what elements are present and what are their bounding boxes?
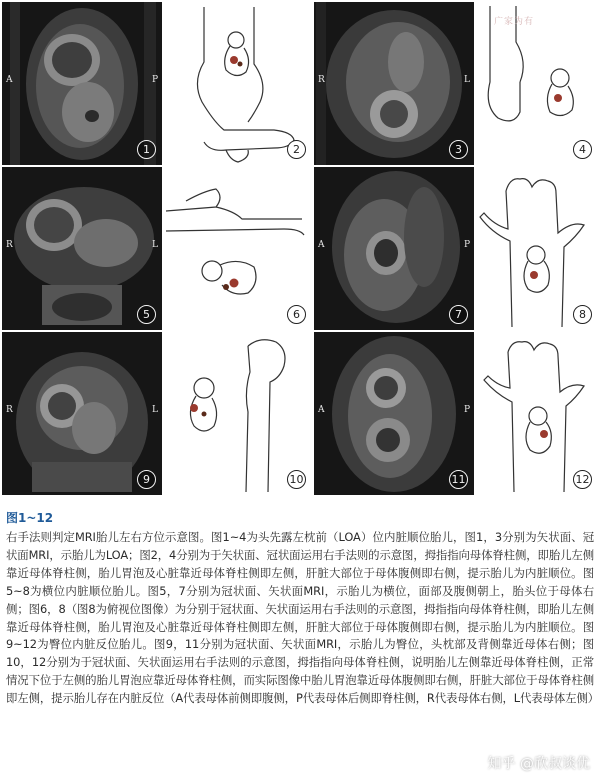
orient-left-3: R [318, 75, 325, 86]
orient-right-1: P [151, 75, 158, 86]
orient-left-1: A [6, 75, 13, 86]
orient-right-5: L [152, 240, 158, 251]
orient-right-3: L [464, 75, 470, 86]
orient-right-11: P [463, 405, 470, 416]
mri-image-7 [314, 167, 474, 330]
mri-image-9 [2, 332, 162, 495]
orient-right-7: P [463, 240, 470, 251]
drawing-panel-2 [164, 2, 312, 165]
drawing-panel-6 [164, 167, 312, 330]
stamp-text: 广家为有 [494, 17, 535, 27]
zhihu-watermark: 知乎 @欣叔谈优 [487, 756, 590, 772]
panel-number-3: 3 [449, 140, 468, 159]
panel-number-12: 12 [573, 470, 592, 489]
right-hand-illustration-10 [164, 332, 312, 495]
caption-title: 图1~12 [6, 511, 54, 525]
orient-left-5: R [6, 240, 13, 251]
panel-number-10: 10 [287, 470, 306, 489]
mri-image-3 [314, 2, 474, 165]
panel-number-4: 4 [573, 140, 592, 159]
right-hand-illustration-6 [164, 167, 312, 330]
orient-left-7: A [318, 240, 325, 251]
mri-panel-9 [2, 332, 162, 495]
right-hand-illustration-2 [164, 2, 312, 165]
mri-panel-3 [314, 2, 474, 165]
mri-panel-5 [2, 167, 162, 330]
mri-image-5 [2, 167, 162, 330]
mri-panel-1 [2, 2, 162, 165]
mri-image-11 [314, 332, 474, 495]
panel-number-11: 11 [449, 470, 468, 489]
drawing-panel-8 [476, 167, 598, 330]
drawing-panel-12 [476, 332, 598, 495]
mri-panel-7 [314, 167, 474, 330]
orient-left-11: A [318, 405, 325, 416]
mri-panel-11 [314, 332, 474, 495]
orient-right-9: L [152, 405, 158, 416]
orient-left-9: R [6, 405, 13, 416]
mri-image-1 [2, 2, 162, 165]
figure-caption [6, 509, 600, 708]
drawing-panel-10 [164, 332, 312, 495]
panel-number-5: 5 [137, 305, 156, 324]
panel-number-7: 7 [449, 305, 468, 324]
panel-number-8: 8 [573, 305, 592, 324]
panel-number-1: 1 [137, 140, 156, 159]
panel-number-2: 2 [287, 140, 306, 159]
drawing-panel-4 [476, 2, 598, 165]
panel-number-9: 9 [137, 470, 156, 489]
caption-body: 右手法则判定MRI胎儿左右方位示意图。图1~4为头先露左枕前（LOA）位内脏顺位胎儿，图1，3分别为矢状面、冠状面MRI，示胎儿为LOA；图2，4分别为于矢状面、冠状面运用右手法则的示意图，拇指指向母体脊柱侧，即胎儿左侧靠近母体脊柱侧，胎儿胃泡及心脏靠近母体脊柱侧即左侧，肝脏大部位于母体腹侧即右侧，提示胎儿为内脏顺位。图5~8为横位内脏顺位胎儿。图5，7分别为冠状面、矢状面MRI，示胎儿为横位，面部及腹侧朝上，胎头位于母体右侧；图6，8（图8为俯视位图像）为分别于冠状面、矢状面运用右手法则的示意图，拇指指向母体脊柱侧，即胎儿左侧靠近母体脊柱侧，胎儿胃泡及心脏靠近母体脊柱侧即左侧，肝脏大部位于母体腹侧即右侧，提示胎儿为内脏顺位。图9~12为臀位内脏反位胎儿。图9，11分别为冠状面、矢状面MRI，示胎儿为臀位，头枕部及背侧靠近母体右侧；图10，12分别为于冠状面、矢状面运用右手法则的示意图，拇指指向母体脊柱侧，说明胎儿左侧靠近母体脊柱侧，正常情况下位于左侧的胎儿胃泡应靠近母体脊柱侧，而实际图像中胎儿胃泡靠近母体腹侧即右侧，肝脏大部位于母体脊柱侧即左侧，提示胎儿存在内脏反位（A代表母体前侧即腹侧，P代表母体后侧即脊柱侧，R代表母体右侧，L代表母体左侧） [6, 530, 600, 706]
panel-number-6: 6 [287, 305, 306, 324]
